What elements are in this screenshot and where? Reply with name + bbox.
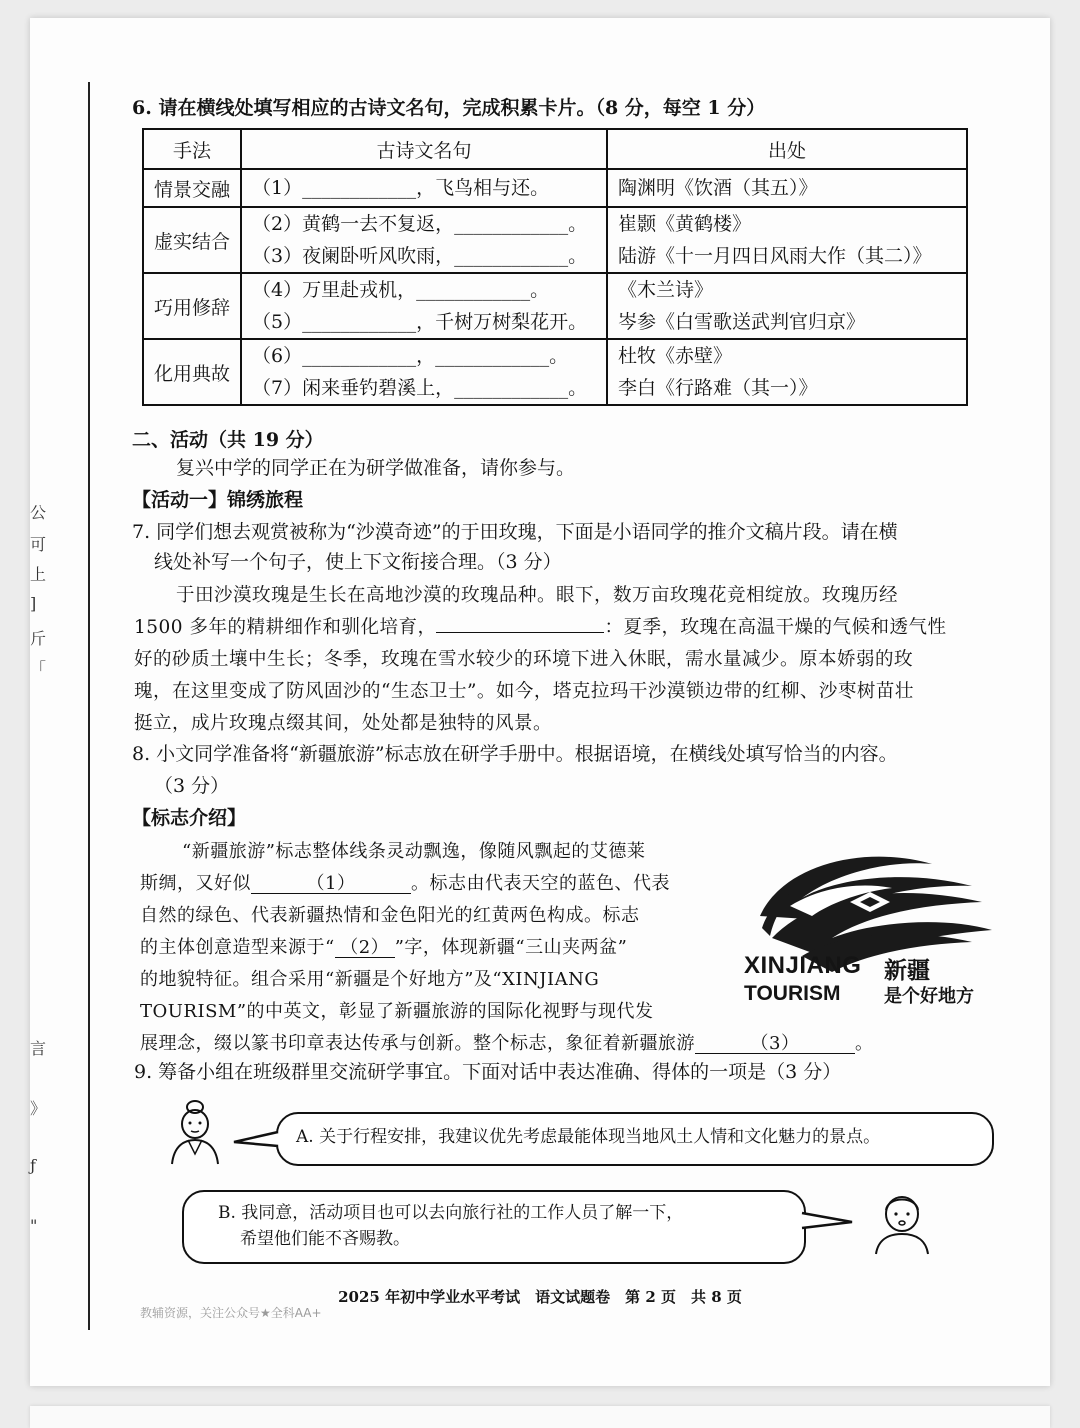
poem-line: （7）闲来垂钓碧溪上，____________。 [252,377,588,399]
q7-passage-line: 瑰，在这里变成了防风固沙的“生态卫士”。如今，塔克拉玛干沙漠锁边带的红柳、沙枣树苗壮 [134,681,914,702]
q9-prompt: 9. 筹备小组在班级群里交流研学事宜。下面对话中表达准确、得体的一项是（3 分） [134,1061,842,1083]
q8-prompt-line1: 8. 小文同学准备将“新疆旅游”标志放在研学手册中。根据语境，在横线处填写恰当的内容。 [132,743,898,765]
option-a[interactable]: A. 关于行程安排，我建议优先考虑最能体现当地风土人情和文化魅力的景点。 [296,1127,881,1147]
q8-text-line: 自然的绿色、代表新疆热情和金色阳光的红黄两色构成。标志 [140,905,640,926]
option-b-line1[interactable]: B. 我同意，活动项目也可以去向旅行社的工作人员了解一下， [218,1203,684,1223]
edge-char: 「 [30,659,47,678]
logo-english-line2: TOURISM [744,982,841,1005]
q6-title: 6. 请在横线处填写相应的古诗文名句，完成积累卡片。（8 分，每空 1 分） [132,97,766,119]
girl-avatar-icon [166,1098,224,1166]
q7-answer-blank[interactable] [436,614,604,633]
section-title: 二、活动（共 19 分） [132,429,324,451]
q7-prompt-line2: 线处补写一个句子，使上下文衔接合理。（3 分） [154,551,562,573]
q7-passage-line: 于田沙漠玫瑰是生长在高地沙漠的玫瑰品种。眼下，数万亩玫瑰花竞相绽放。玫瑰历经 [176,585,899,606]
edge-char: ƒ [30,1156,36,1175]
q8-text-line: 的主体创意造型来源于“ （2） ”字，体现新疆“三山夹两盆” [140,937,628,958]
poem-table [142,128,968,406]
section-intro: 复兴中学的同学正在为研学做准备，请你参与。 [176,457,576,479]
activity-title: 【活动一】锦绣旅程 [132,489,304,511]
next-page-edge [30,1406,1050,1428]
poem-line: （6）____________，____________。 [252,345,569,367]
source-line: 李白《行路难（其一）》 [618,377,818,399]
edge-char: 斤 [30,629,47,648]
bubble-tail-a [232,1130,282,1150]
edge-char: 可 [30,535,47,554]
q8-answer-blank-1[interactable]: （1） [251,875,411,894]
q7-prompt-line1: 7. 同学们想去观赏被称为“沙漠奇迹”的于田玫瑰，下面是小语同学的推介文稿片段。请在横 [132,521,898,543]
page-footer: 2025 年初中学业水平考试 语文试题卷 第 2 页 共 8 页 [338,1288,742,1306]
q8-answer-blank-3[interactable]: （3） [695,1035,855,1054]
boy-avatar-icon [872,1190,932,1256]
poem-line: （2）黄鹤一去不复返，____________。 [252,213,588,235]
q8-answer-blank-2[interactable]: （2） [335,939,395,958]
option-b-line2[interactable]: 希望他们能不吝赐教。 [240,1229,410,1249]
q8-text-line: 展理念，缀以篆书印章表达传承与创新。整个标志，象征着新疆旅游 （3） 。 [140,1033,874,1054]
source-line: 陶渊明《饮酒（其五）》 [618,177,818,199]
poem-line: （4）万里赴戎机，____________。 [252,279,550,301]
binding-margin-line [88,82,90,1330]
source-line: 陆游《十一月四日风雨大作（其二）》 [618,245,932,267]
q7-passage-line: 挺立，成片玫瑰点缀其间，处处都是独特的风景。 [134,713,553,734]
logo-intro-label: 【标志介绍】 [132,807,247,829]
method-cell: 情景交融 [143,169,241,207]
logo-chinese-line1: 新疆 [884,958,930,984]
poem-line: （3）夜阑卧听风吹雨，____________。 [252,245,588,267]
source-line: 杜牧《赤壁》 [618,345,733,367]
method-cell: 虚实结合 [143,207,241,273]
source-line: 岑参《白雪歌送武判官归京》 [618,311,866,333]
q8-text-line: 斯绸，又好似 （1） 。标志由代表天空的蓝色、代表 [140,873,670,894]
watermark-text: 教辅资源，关注公众号★全科AA+ [140,1306,322,1320]
q8-text-line: TOURISM”的中英文，彰显了新疆旅游的国际化视野与现代发 [140,1001,654,1022]
q7-passage-line: 好的砂质土壤中生长；冬季，玫瑰在雪水较少的环境下进入休眠，需水量减少。原本娇弱的玫 [134,649,914,670]
table-row [143,207,967,273]
method-cell: 化用典故 [143,339,241,405]
poem-line: （1）____________，飞鸟相与还。 [252,177,550,199]
table-row [143,169,967,207]
logo-chinese-line2: 是个好地方 [884,986,974,1007]
bubble-tail-b [798,1210,856,1232]
table-row [143,273,967,339]
source-line: 《木兰诗》 [618,279,714,301]
header-method: 手法 [143,129,241,169]
header-poem: 古诗文名句 [241,129,607,169]
edge-char: 上 [30,565,47,584]
edge-char: 公 [30,503,47,522]
poem-line: （5）____________，千树万树梨花开。 [252,311,588,333]
edge-char: ] [30,594,37,613]
source-line: 崔颢《黄鹤楼》 [618,213,752,235]
q7-passage-line: 1500 多年的精耕细作和驯化培育， ：夏季，玫瑰在高温干燥的气候和透气性 [134,612,946,644]
logo-english-line1: XINJIANG [744,952,862,979]
q8-prompt-line2: （3 分） [154,775,230,797]
edge-char: 》 [30,1099,47,1118]
table-header-row [143,129,967,169]
edge-char: " [30,1216,38,1235]
header-source: 出处 [607,129,967,169]
q8-text-line: 的地貌特征。组合采用“新疆是个好地方”及“XINJIANG [140,969,600,990]
table-row [143,339,967,405]
edge-char: 言 [30,1039,47,1058]
q8-text-line: “新疆旅游”标志整体线条灵动飘逸，像随风飘起的艾德莱 [182,841,646,862]
method-cell: 巧用修辞 [143,273,241,339]
